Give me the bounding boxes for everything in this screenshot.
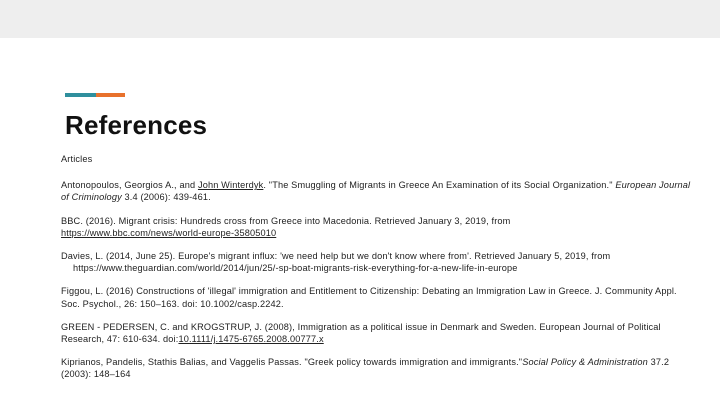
reference-item-5 <box>61 321 693 345</box>
page-title: References <box>65 110 208 140</box>
ref3-url: https://www.theguardian.com/world/2014/jun/25/-sp-boat-migrants-risk-everything-for-a-new-life-in-europe <box>73 263 518 274</box>
reference-item-2 <box>61 215 693 239</box>
ref1-pub: 3.4 (2006): 439-461. <box>121 192 211 203</box>
reference-item-1 <box>61 179 693 203</box>
ref6-pub: 37.2 (2003): 148–164 <box>61 357 670 380</box>
ref3-text: Davies, L. (2014, June 25). Europe's migrant influx: 'we need help but we don't know where from'. Retrieved January 5, 2019, from <box>61 251 611 262</box>
top-band <box>0 0 720 38</box>
reference-list <box>61 153 693 392</box>
ref1-author-link[interactable]: John Winterdyk <box>197 180 264 191</box>
section-label: Articles <box>61 154 93 164</box>
ref6-text: Kiprianos, Pandelis, Stathis Balias, and Vaggelis Passas. "Greek policy towards immigration and immigrants." <box>61 357 523 368</box>
ref1-authors: Antonopoulos, Georgios A., and <box>61 180 198 191</box>
ref5-text: GREEN - PEDERSEN, C. and KROGSTRUP, J. (2008), Immigration as a political issue in Denmark and Sweden. European Journal of Political Research, 47: 610-634. doi: <box>61 321 661 345</box>
ref6-journal: Social Policy & Administration <box>522 357 648 368</box>
accent-bar-teal <box>65 93 96 97</box>
ref2-text: BBC. (2016). Migrant crisis: Hundreds cross from Greece into Macedonia. Retrieved January 3, 2019, from <box>61 215 511 226</box>
accent-bar-orange <box>96 93 125 97</box>
ref1-title: . "The Smuggling of Migrants in Greece An Examination of its Social Organization." <box>263 180 613 191</box>
reference-item-3 <box>61 250 693 274</box>
ref5-doi-link[interactable]: 10.1111/j.1475-6765.2008.00777.x <box>178 334 324 345</box>
ref2-url-link[interactable]: https://www.bbc.com/news/world-europe-35805010 <box>61 227 277 238</box>
ref1-journal: European Journal of Criminology <box>61 180 691 203</box>
reference-item-4: Figgou, L. (2016) Constructions of 'illegal' immigration and Entitlement to Citizenship: Debating an Immigration Law in Greece. J. Community Appl. Soc. Psychol., 26: 150–163. doi: 10.1002/casp.2242. <box>61 286 677 309</box>
reference-item-6 <box>61 356 693 380</box>
